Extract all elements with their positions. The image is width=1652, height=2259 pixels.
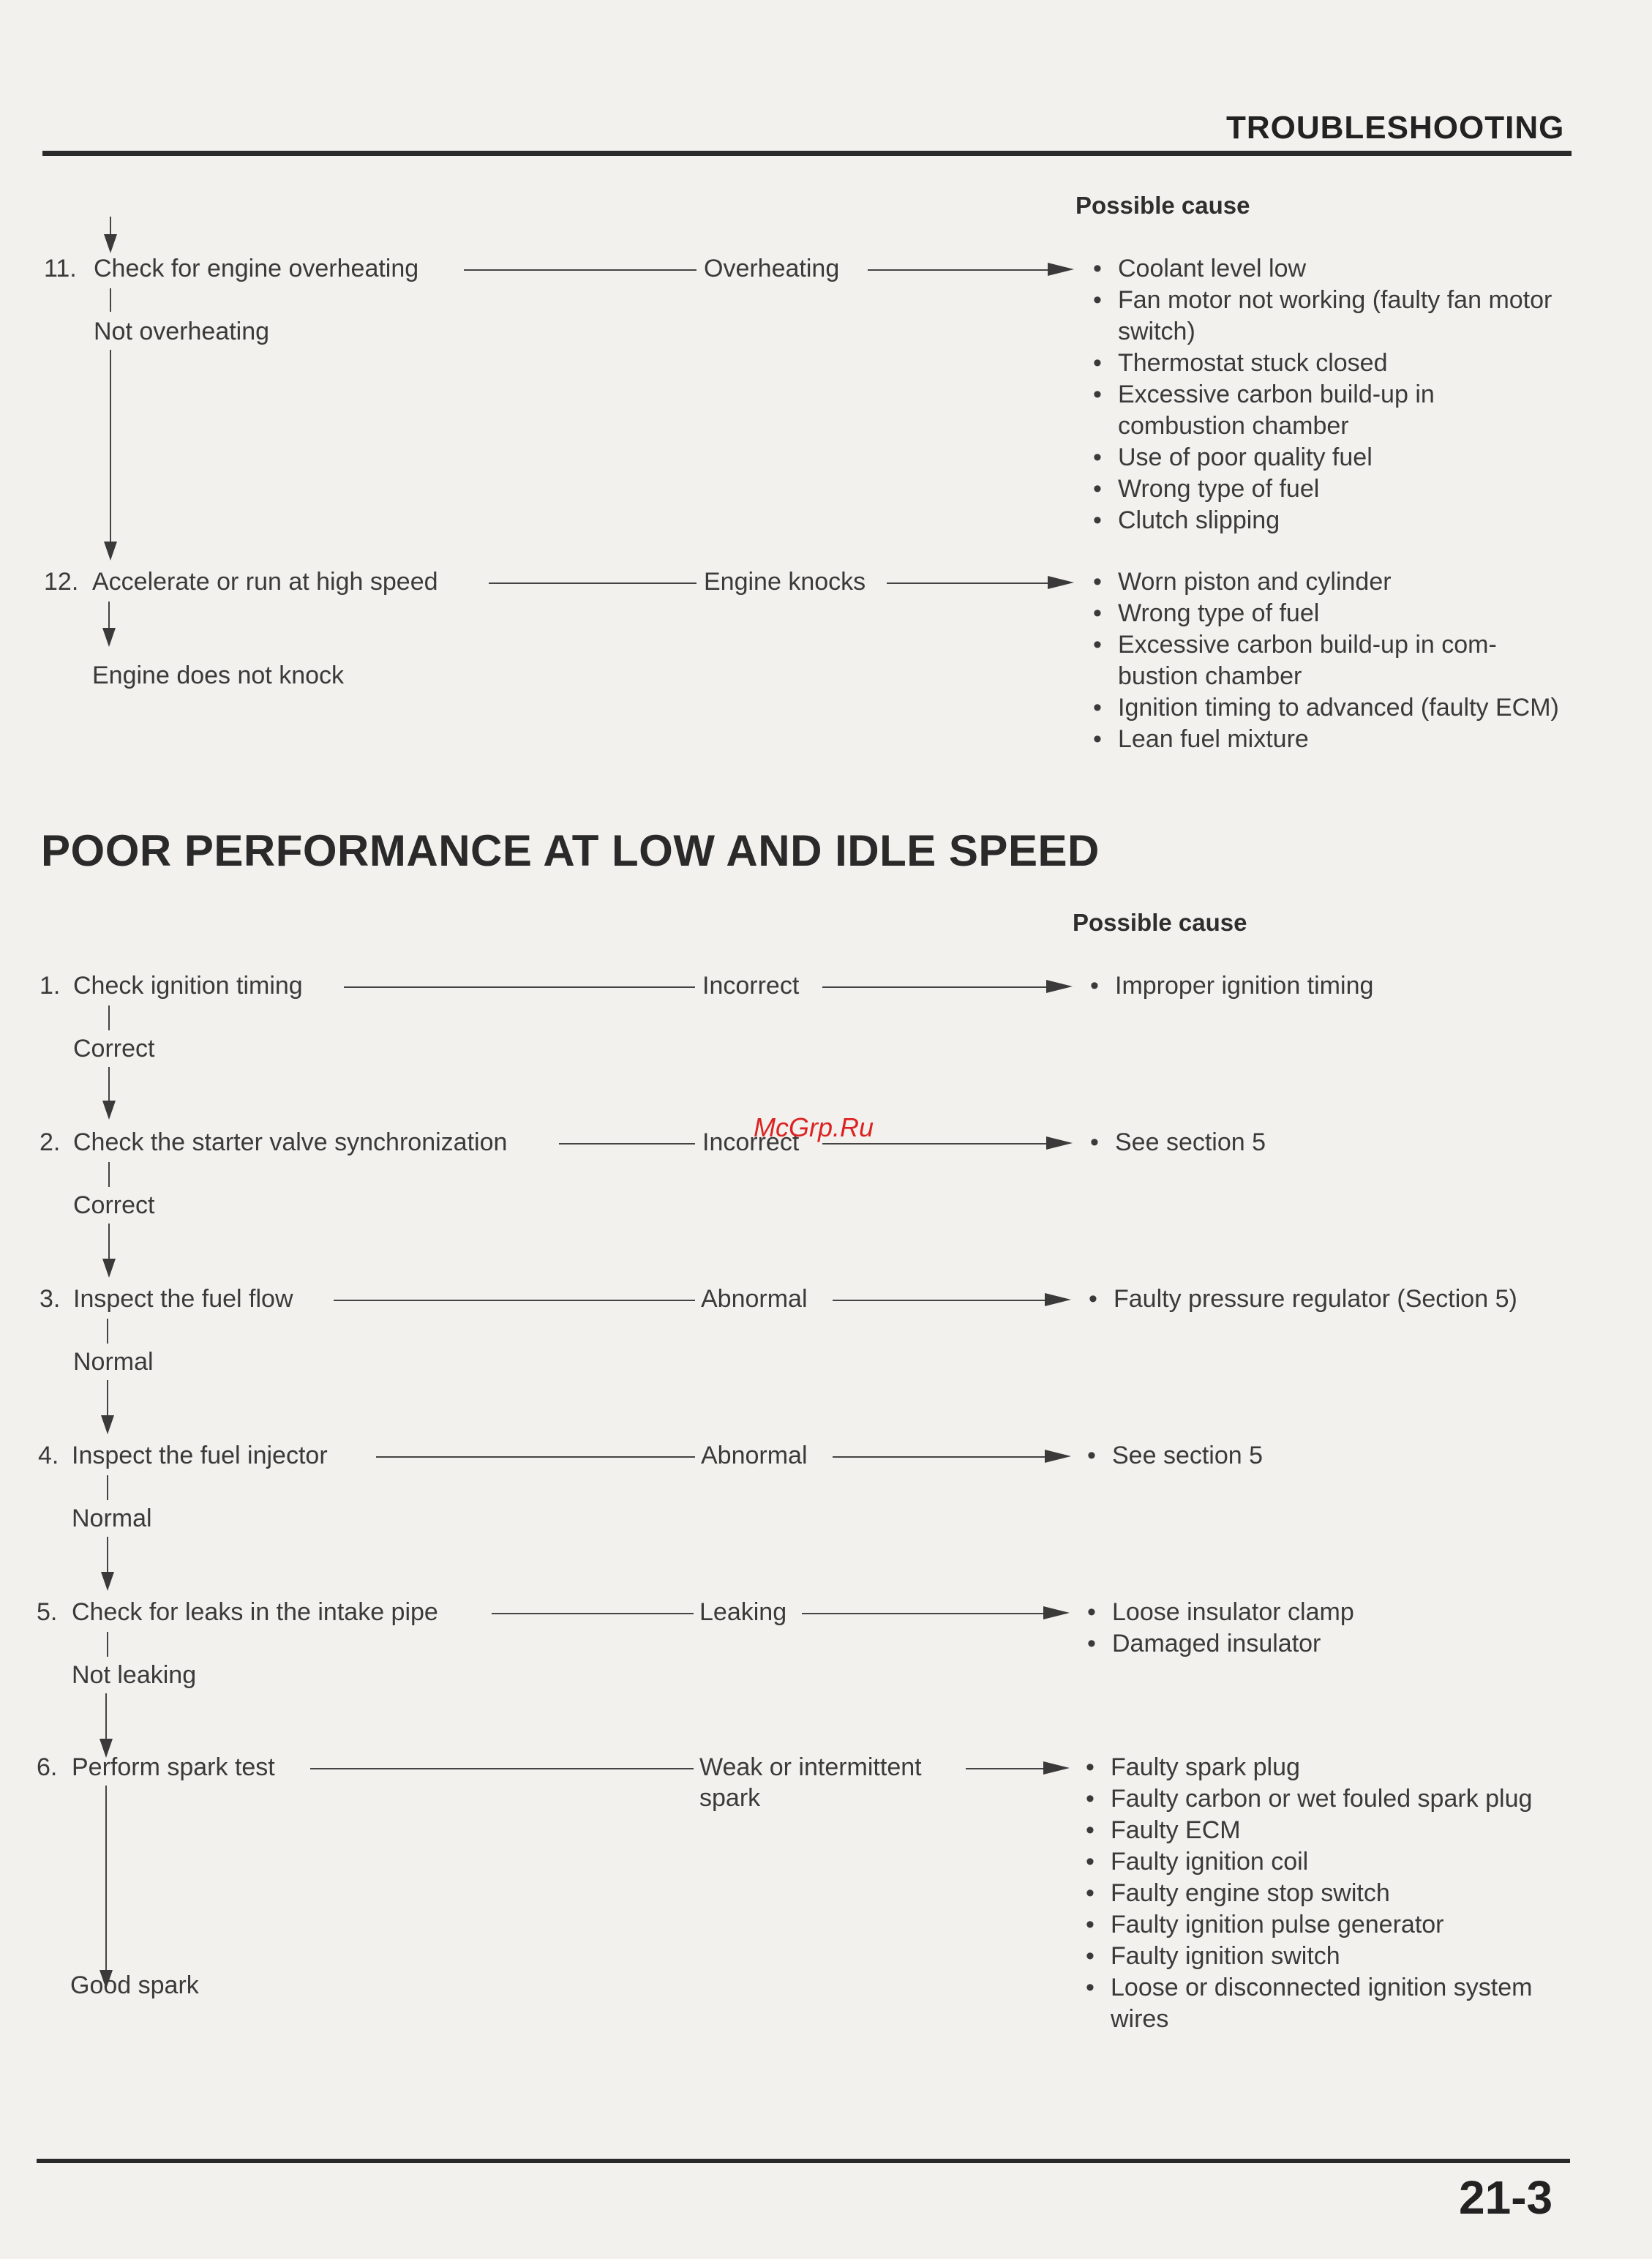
- watermark-logo: McGrp.Ru: [754, 1112, 874, 1142]
- cause-item: • Ignition timing to advanced (faulty ECM): [1093, 692, 1561, 724]
- arrow-down-icon: [102, 628, 116, 647]
- cause-item: • Loose insulator clamp: [1087, 1597, 1599, 1628]
- cause-item: • Clutch slipping: [1093, 505, 1561, 536]
- cause-item: • Faulty spark plug: [1086, 1752, 1561, 1783]
- cause-connector: [802, 1613, 1046, 1614]
- pass-result: Good spark: [70, 1971, 199, 1999]
- arrow-right-icon: [1046, 980, 1073, 993]
- cause-list: [1090, 1127, 1588, 1158]
- fail-result: Incorrect: [702, 1128, 800, 1156]
- fail-connector: [310, 1768, 694, 1769]
- pass-result: Not leaking: [72, 1661, 197, 1689]
- cause-list: [1087, 1597, 1599, 1660]
- flow-connector: [108, 602, 110, 631]
- cause-item: • Improper ignition timing: [1090, 970, 1588, 1002]
- header-rule: [42, 151, 1572, 156]
- pass-result: Not overheating: [94, 318, 270, 345]
- section-title: POOR PERFORMANCE AT LOW AND IDLE SPEED: [41, 826, 1100, 875]
- cause-item: • See section 5: [1090, 1127, 1588, 1158]
- step-text: Inspect the fuel injector: [72, 1442, 328, 1469]
- flow-connector: [105, 1786, 107, 1976]
- cause-item: • Wrong type of fuel: [1093, 598, 1561, 629]
- fail-result: Incorrect: [702, 972, 800, 1000]
- cause-item: • Loose or disconnected ignition system wires: [1086, 1972, 1561, 2035]
- pass-result: Normal: [73, 1348, 154, 1376]
- cause-connector: [966, 1768, 1046, 1769]
- header-title: TROUBLESHOOTING: [1226, 110, 1565, 146]
- cause-item: • Faulty ignition coil: [1086, 1846, 1561, 1878]
- step-number: 6.: [37, 1753, 58, 1781]
- step-number: 2.: [40, 1128, 61, 1156]
- cause-item: • Use of poor quality fuel: [1093, 442, 1561, 473]
- fail-connector: [334, 1300, 695, 1301]
- arrow-down-icon: [104, 234, 117, 253]
- flow-connector: [107, 1475, 108, 1500]
- cause-connector: [822, 986, 1048, 988]
- flow-connector: [105, 1693, 107, 1745]
- arrow-down-icon: [101, 1415, 114, 1434]
- cause-item: • Excessive carbon build-up in combustion chamber: [1093, 379, 1561, 442]
- cause-item: • Faulty engine stop switch: [1086, 1878, 1561, 1909]
- cause-item: • Damaged insulator: [1087, 1628, 1599, 1660]
- step-text: Perform spark test: [72, 1753, 275, 1781]
- step-number: 1.: [40, 972, 61, 1000]
- flow-connector: [108, 1162, 110, 1187]
- fail-result: Abnormal: [701, 1285, 808, 1313]
- fail-result: Overheating: [704, 255, 840, 282]
- step-number: 3.: [40, 1285, 61, 1313]
- flow-connector: [108, 1005, 110, 1030]
- arrow-right-icon: [1046, 1136, 1073, 1150]
- cause-list: [1093, 566, 1561, 755]
- pass-result: Correct: [73, 1035, 155, 1063]
- pass-result: Correct: [73, 1191, 155, 1219]
- flow-connector: [110, 288, 111, 312]
- step-number: 4.: [38, 1442, 59, 1469]
- fail-connector: [376, 1456, 695, 1458]
- step-text: Check the starter valve synchronization: [73, 1128, 508, 1156]
- cause-connector: [833, 1300, 1046, 1301]
- step-text: Check ignition timing: [73, 972, 303, 1000]
- arrow-right-icon: [1043, 1761, 1070, 1775]
- footer-rule: [37, 2159, 1570, 2163]
- arrow-right-icon: [1048, 576, 1074, 589]
- cause-list: [1090, 970, 1588, 1002]
- pass-result: Engine does not knock: [92, 662, 345, 689]
- flow-connector: [107, 1632, 108, 1657]
- fail-result: Engine knocks: [704, 568, 866, 596]
- arrow-down-icon: [102, 1259, 116, 1278]
- cause-list: [1089, 1284, 1601, 1315]
- step-number: 12.: [44, 568, 79, 596]
- fail-result: Leaking: [699, 1598, 787, 1626]
- arrow-right-icon: [1043, 1606, 1070, 1619]
- fail-connector: [489, 582, 697, 584]
- cause-item: • Faulty ignition switch: [1086, 1941, 1561, 1972]
- cause-list: [1087, 1440, 1599, 1472]
- step-text: Inspect the fuel flow: [73, 1285, 293, 1313]
- arrow-right-icon: [1045, 1293, 1071, 1306]
- cause-item: • Thermostat stuck closed: [1093, 348, 1561, 379]
- step-number: 11.: [44, 255, 77, 282]
- cause-connector: [833, 1456, 1046, 1458]
- fail-connector: [492, 1613, 694, 1614]
- cause-item: • Faulty ECM: [1086, 1815, 1561, 1846]
- cause-list: [1093, 253, 1561, 536]
- pass-result: Normal: [72, 1505, 152, 1532]
- cause-item: • Wrong type of fuel: [1093, 473, 1561, 505]
- cause-connector: [868, 269, 1049, 271]
- step-text: Accelerate or run at high speed: [92, 568, 438, 596]
- fail-connector: [464, 269, 697, 271]
- arrow-down-icon: [102, 1101, 116, 1120]
- arrow-right-icon: [1045, 1450, 1071, 1463]
- cause-item: • See section 5: [1087, 1440, 1599, 1472]
- flow-connector: [107, 1319, 108, 1344]
- step-text: Check for leaks in the intake pipe: [72, 1598, 438, 1626]
- possible-cause-heading: Possible cause: [1073, 909, 1247, 936]
- cause-item: • Faulty carbon or wet fouled spark plug: [1086, 1783, 1561, 1815]
- possible-cause-heading: Possible cause: [1075, 192, 1250, 219]
- fail-result: Abnormal: [701, 1442, 808, 1469]
- arrow-down-icon: [101, 1572, 114, 1591]
- step-text: Check for engine overheating: [94, 255, 419, 282]
- page-number: 21-3: [1459, 2171, 1553, 2224]
- cause-item: • Worn piston and cylinder: [1093, 566, 1561, 598]
- arrow-down-icon: [104, 542, 117, 561]
- cause-connector: [887, 582, 1049, 584]
- cause-item: • Coolant level low: [1093, 253, 1561, 285]
- step-number: 5.: [37, 1598, 58, 1626]
- cause-item: • Fan motor not working (faulty fan motor switch): [1093, 285, 1561, 348]
- cause-item: • Faulty pressure regulator (Section 5): [1089, 1284, 1601, 1315]
- fail-connector: [344, 986, 695, 988]
- arrow-right-icon: [1048, 263, 1074, 276]
- fail-result: Weak or intermittent spark: [699, 1753, 922, 1812]
- cause-item: • Lean fuel mixture: [1093, 724, 1561, 755]
- fail-connector: [559, 1143, 695, 1145]
- cause-connector: [822, 1143, 1048, 1145]
- cause-item: • Faulty ignition pulse generator: [1086, 1909, 1561, 1941]
- flow-connector: [110, 350, 111, 544]
- cause-list: [1086, 1752, 1561, 2035]
- cause-item: • Excessive carbon build-up in com- bustion chamber: [1093, 629, 1561, 692]
